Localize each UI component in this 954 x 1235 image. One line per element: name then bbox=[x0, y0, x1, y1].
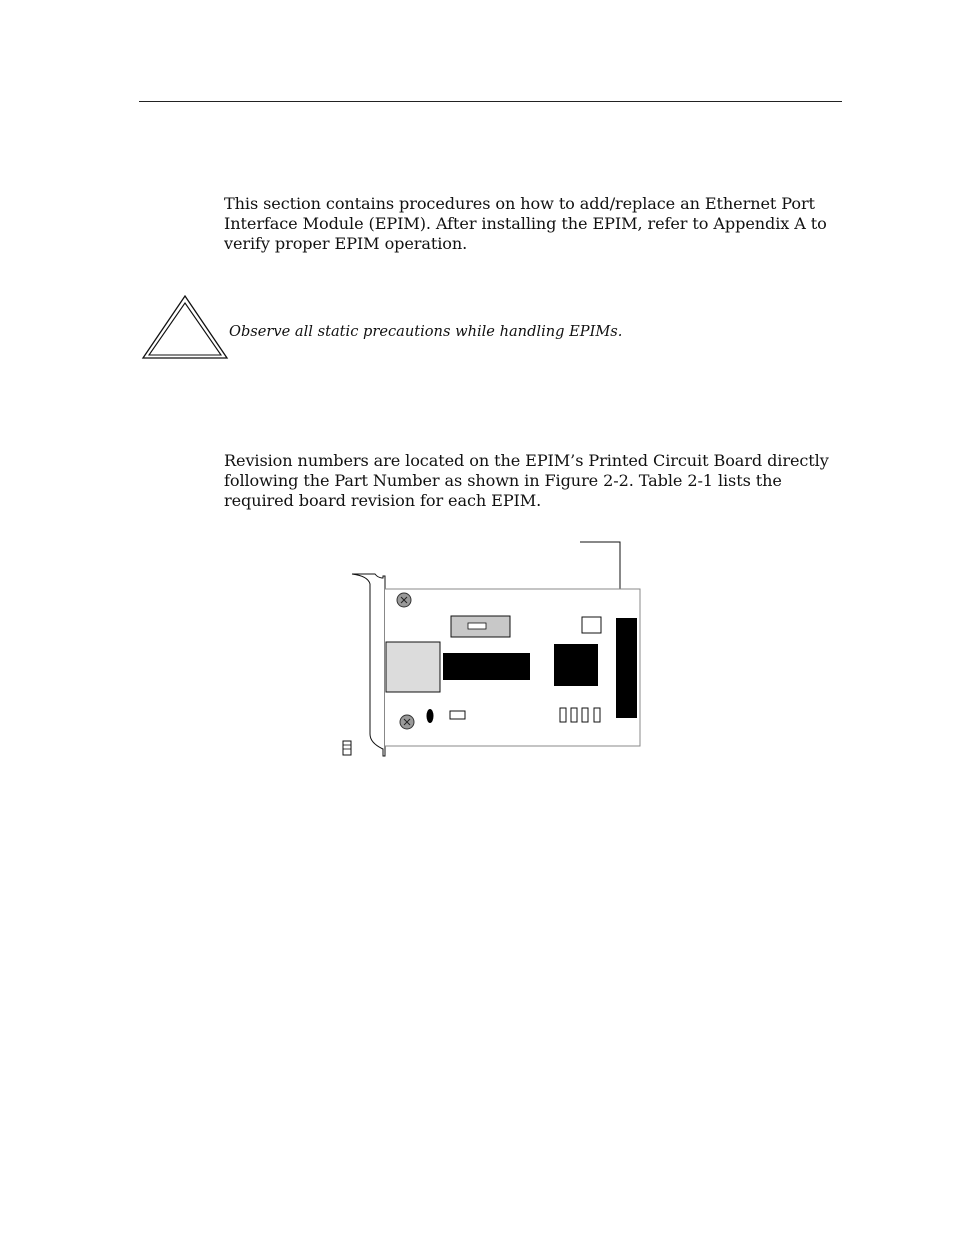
capacitor bbox=[427, 709, 434, 723]
screw-bottom bbox=[400, 715, 414, 729]
led bbox=[450, 711, 465, 719]
small-component bbox=[582, 617, 601, 633]
chip-large bbox=[443, 653, 530, 680]
section-intro-paragraph: This section contains procedures on how to add/replace an Ethernet Port Interface Module (EPIM). After installing the EPIM, refer to Appendix A to verify proper EPIM operation. bbox=[224, 194, 827, 253]
jumper-block bbox=[451, 616, 510, 637]
revision-info-paragraph: Revision numbers are located on the EPIM’s Printed Circuit Board directly following the Part Number as shown in Figure 2-2. Table 2-1 lists the required board revision for each EPIM. bbox=[224, 451, 829, 510]
edge-connector bbox=[616, 618, 637, 718]
screw-top bbox=[397, 593, 411, 607]
header-rule bbox=[139, 101, 842, 102]
caution-triangle-icon bbox=[141, 294, 229, 360]
caution-notice bbox=[141, 294, 861, 364]
port-connector bbox=[386, 642, 440, 692]
chip-square bbox=[554, 644, 598, 686]
epim-board-figure bbox=[330, 536, 650, 766]
caution-text: Observe all static precautions while handling EPIMs. bbox=[229, 323, 623, 340]
